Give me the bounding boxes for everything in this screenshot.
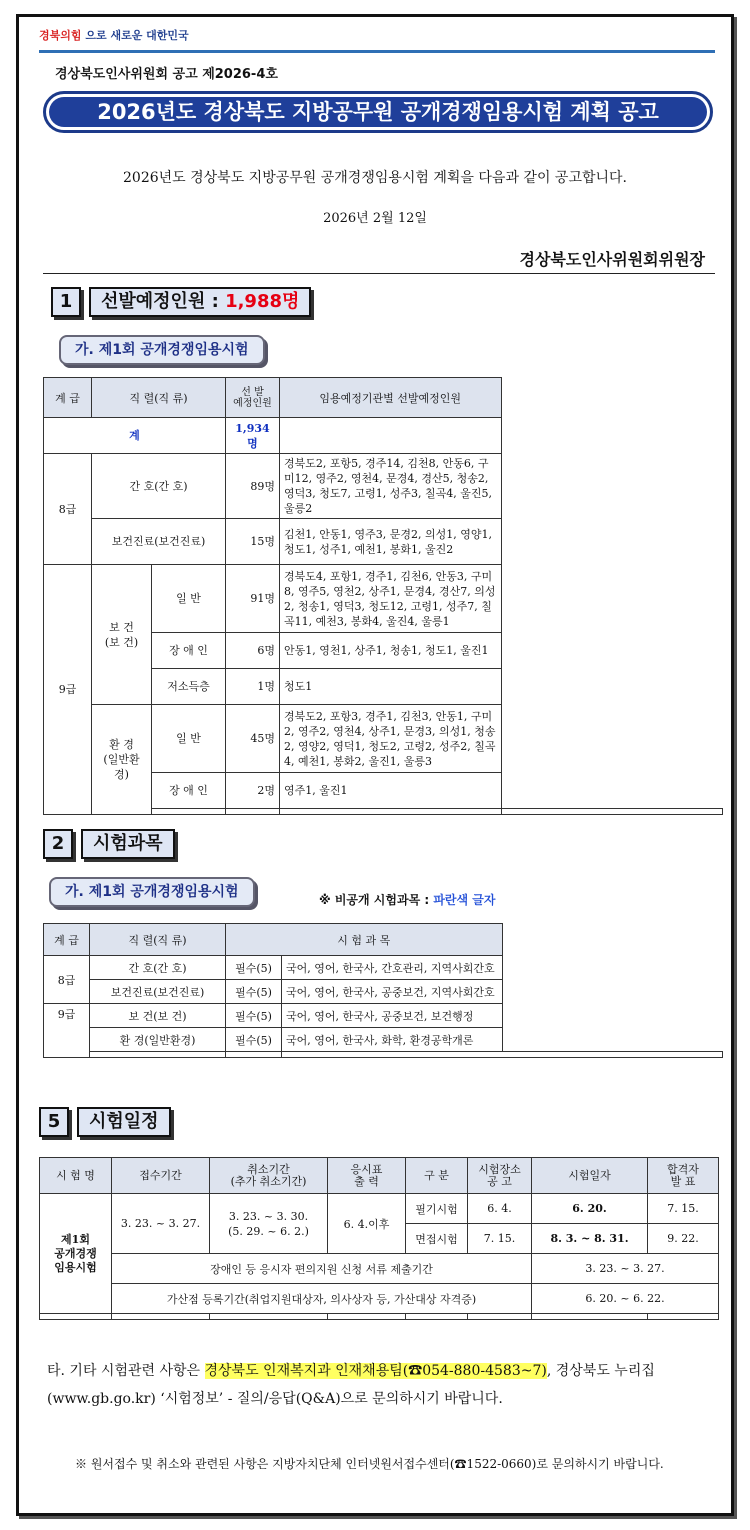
agency-cell: 경북도2, 포항3, 경주1, 김천3, 안동1, 구미2, 영주2, 영천4, 상주1, 문경3, 의성1, 청송2, 영양2, 영덕1, 청도2, 고령2, 성주2, 칠곡4, 예천1, 봉화2, 울진1, 울릉3	[280, 705, 502, 773]
agency-cell: 청도1	[280, 669, 502, 705]
total-count: 1,988명	[225, 291, 300, 312]
agency-cell: 안동1, 영천1, 상주1, 청송1, 청도1, 울진1	[280, 633, 502, 669]
count-cell: 91명	[226, 565, 280, 633]
grade-cell: 8급	[44, 956, 90, 1004]
total-value: 1,934명	[226, 418, 280, 454]
notice-document	[16, 14, 734, 1516]
section-1-subheading: 가. 제1회 공개경쟁임용시험	[59, 335, 265, 365]
agency-cell: 영주1, 울진1	[280, 773, 502, 809]
table-row	[44, 1028, 723, 1052]
grade-cell: 9급	[44, 1004, 90, 1058]
sub-series-cell: 저소득층	[152, 669, 226, 705]
type-cell: 면접시험	[406, 1224, 468, 1254]
pass-cell: 9. 22.	[648, 1224, 719, 1254]
agency-cell: 경북도2, 포항5, 경주14, 김천8, 안동6, 구미12, 영주2, 영천4, 문경4, 경산5, 청송2, 영덕3, 청도7, 고령1, 성주3, 칠곡4, 울진5, 울릉2	[280, 454, 502, 519]
section-2-heading	[43, 829, 175, 859]
col-agency: 임용예정기관별 선발예정인원	[280, 378, 502, 418]
agency-cell: 김천1, 안동1, 영주3, 문경2, 의성1, 영양1, 청도1, 성주1, 예천1, 봉화1, 울진2	[280, 519, 502, 565]
page-title: 2026년도 경상북도 지방공무원 공개경쟁임용시험 계획 공고	[49, 97, 707, 127]
col-ticket: 응시표 출 력	[328, 1158, 406, 1194]
count-cell: 1명	[226, 669, 280, 705]
subjects-cell: 국어, 영어, 한국사, 간호관리, 지역사회간호	[282, 956, 503, 980]
extra-period-cell: 3. 23. ~ 3. 27.	[532, 1254, 719, 1284]
extra-period-cell: 6. 20. ~ 6. 22.	[532, 1284, 719, 1314]
type-cell: 필기시험	[406, 1194, 468, 1224]
table-row	[40, 1254, 719, 1284]
venue-cell: 7. 15.	[468, 1224, 532, 1254]
table-row	[40, 1194, 719, 1224]
section-number: 5	[39, 1107, 69, 1137]
exam-date-cell: 6. 20.	[532, 1194, 648, 1224]
table-row	[40, 1314, 719, 1320]
section-label: 시험과목	[81, 829, 175, 859]
selection-table	[43, 377, 723, 815]
table-row	[44, 705, 723, 773]
table-row	[44, 565, 723, 633]
table-row	[44, 1052, 723, 1058]
section-5-heading	[39, 1107, 171, 1137]
exam-date-cell: 8. 3. ~ 8. 31.	[532, 1224, 648, 1254]
gyeongbuk-logo: 경북의힘 으로 새로운 대한민국	[39, 29, 189, 42]
count-cell: 15명	[226, 519, 280, 565]
col-series: 직 렬(직 류)	[92, 378, 226, 418]
private-subject-note: ※ 비공개 시험과목 : 파란색 글자	[319, 893, 496, 907]
section-number: 1	[51, 287, 81, 317]
ticket-cell: 6. 4.이후	[328, 1194, 406, 1254]
req-cell: 필수(5)	[226, 980, 282, 1004]
grade-cell: 9급	[44, 565, 92, 815]
extra-label-cell: 가산점 등록기간(취업지원대상자, 의사상자 등, 가산대상 자격증)	[112, 1284, 532, 1314]
series-cell: 보 건(보 건)	[90, 1004, 226, 1028]
col-venue: 시험장소 공 고	[468, 1158, 532, 1194]
section-number: 2	[43, 829, 73, 859]
section-1-heading	[51, 287, 311, 317]
cancel-cell: 3. 23. ~ 3. 30. (5. 29. ~ 6. 2.)	[210, 1194, 328, 1254]
table-header-row	[44, 924, 723, 956]
col-pass: 합격자 발 표	[648, 1158, 719, 1194]
divider	[43, 273, 715, 274]
col-apply: 접수기간	[112, 1158, 210, 1194]
exam-name-cell: 제1회 공개경쟁 임용시험	[40, 1194, 112, 1314]
header-divider	[39, 50, 715, 53]
sub-series-cell: 장 애 인	[152, 633, 226, 669]
intro-text: 2026년도 경상북도 지방공무원 공개경쟁임용시험 계획을 다음과 같이 공고합니다.	[123, 170, 627, 186]
req-cell: 필수(5)	[226, 1004, 282, 1028]
notice-date: 2026년 2월 12일	[323, 211, 427, 226]
schedule-table	[39, 1157, 719, 1320]
signer: 경상북도인사위원회위원장	[519, 250, 705, 269]
col-series: 직 렬(직 류)	[90, 924, 226, 956]
table-row	[44, 980, 723, 1004]
section-2-subheading: 가. 제1회 공개경쟁임용시험	[49, 877, 255, 907]
section-label: 시험일정	[77, 1107, 171, 1137]
series-cell: 간 호(간 호)	[92, 454, 226, 519]
series-cell: 간 호(간 호)	[90, 956, 226, 980]
subjects-cell: 국어, 영어, 한국사, 화학, 환경공학개론	[282, 1028, 503, 1052]
col-exam-date: 시험일자	[532, 1158, 648, 1194]
table-header-row	[40, 1158, 719, 1194]
title-banner	[43, 91, 713, 133]
col-exam: 시 험 명	[40, 1158, 112, 1194]
total-row	[44, 418, 723, 454]
table-row	[44, 956, 723, 980]
req-cell: 필수(5)	[226, 1028, 282, 1052]
sub-series-cell: 장 애 인	[152, 773, 226, 809]
subjects-cell: 국어, 영어, 한국사, 공중보건, 보건행정	[282, 1004, 503, 1028]
col-count: 선 발 예정인원	[226, 378, 280, 418]
col-type: 구 분	[406, 1158, 468, 1194]
sub-series-cell: 일 반	[152, 705, 226, 773]
contact-highlight: 경상북도 인재복지과 인재채용팀(☎054-880-4583~7)	[204, 1363, 547, 1379]
contact-info: 타. 기타 시험관련 사항은 경상북도 인재복지과 인재채용팀(☎054-880-4583~7), 경상북도 누리집(www.gb.go.kr) ‘시험정보’ - 질의/응답(Q&A)으로 문의하시기 바랍니다.	[47, 1363, 655, 1407]
table-row	[40, 1284, 719, 1314]
notice-number: 경상북도인사위원회 공고 제2026-4호	[55, 67, 278, 82]
col-grade: 계 급	[44, 924, 90, 956]
table-header-row	[44, 378, 723, 418]
total-label: 계	[44, 418, 226, 454]
extra-label-cell: 장애인 등 응시자 편의지원 신청 서류 제출기간	[112, 1254, 532, 1284]
req-cell: 필수(5)	[226, 956, 282, 980]
col-cancel: 취소기간 (추가 취소기간)	[210, 1158, 328, 1194]
table-row	[44, 454, 723, 519]
series-cell: 보건진료(보건진료)	[92, 519, 226, 565]
sub-series-cell: 일 반	[152, 565, 226, 633]
footnote: ※ 원서접수 및 취소와 관련된 사항은 지방자치단체 인터넷원서접수센터(☎1522-0660)로 문의하시기 바랍니다.	[75, 1457, 664, 1471]
agency-cell: 경북도4, 포항1, 경주1, 김천6, 안동3, 구미8, 영주5, 영천2, 상주1, 문경4, 경산7, 의성2, 청송1, 영덕3, 청도12, 고령1, 성주7, 칠곡11, 예천3, 봉화4, 울진4, 울릉1	[280, 565, 502, 633]
table-row	[44, 1004, 723, 1028]
venue-cell: 6. 4.	[468, 1194, 532, 1224]
apply-cell: 3. 23. ~ 3. 27.	[112, 1194, 210, 1254]
subjects-cell: 국어, 영어, 한국사, 공중보건, 지역사회간호	[282, 980, 503, 1004]
series-cell: 환 경(일반환경)	[90, 1028, 226, 1052]
count-cell: 45명	[226, 705, 280, 773]
section-label: 선발예정인원 : 1,988명	[89, 287, 311, 317]
subjects-table	[43, 923, 723, 1058]
count-cell: 6명	[226, 633, 280, 669]
group-cell: 보 건 (보 건)	[92, 565, 152, 705]
grade-cell: 8급	[44, 454, 92, 565]
col-grade: 계 급	[44, 378, 92, 418]
group-cell: 환 경 (일반환경)	[92, 705, 152, 815]
col-subjects: 시 험 과 목	[226, 924, 503, 956]
pass-cell: 7. 15.	[648, 1194, 719, 1224]
table-row	[44, 519, 723, 565]
count-cell: 89명	[226, 454, 280, 519]
count-cell: 2명	[226, 773, 280, 809]
series-cell: 보건진료(보건진료)	[90, 980, 226, 1004]
